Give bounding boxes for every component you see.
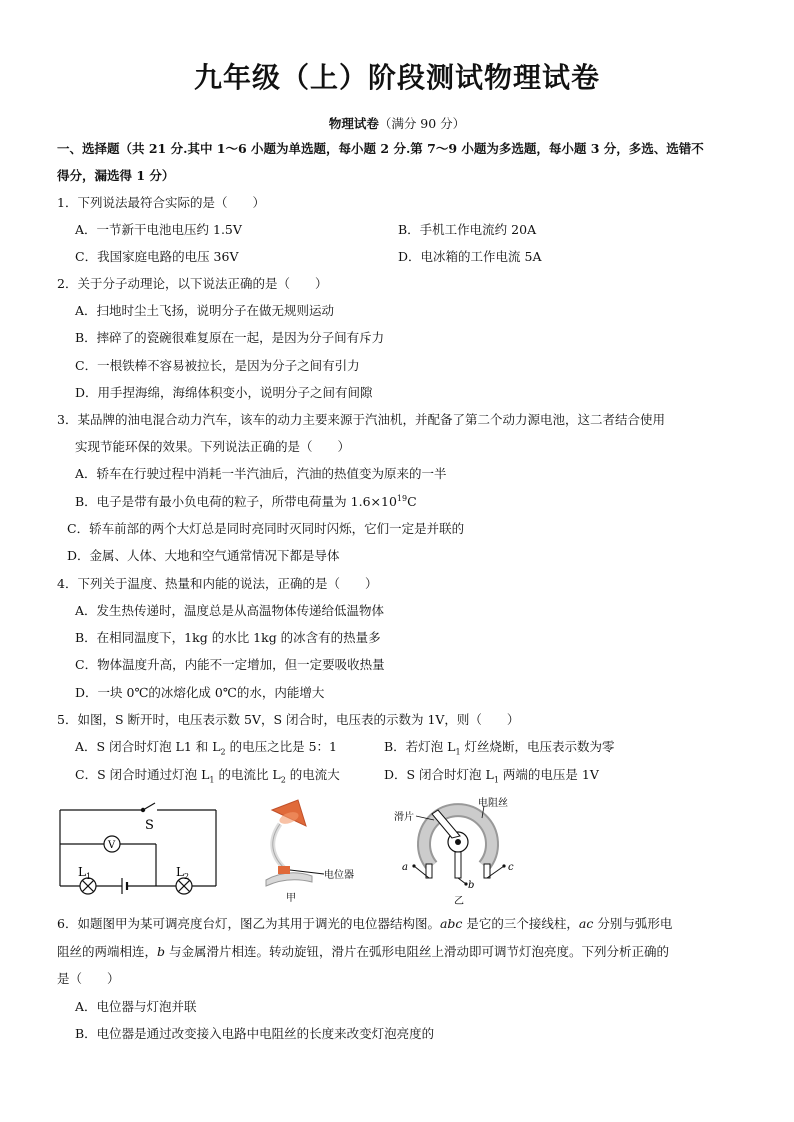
desk-lamp-figure (258, 796, 380, 904)
q5-option-a (75, 738, 337, 756)
q3-option-b-unit: C (407, 494, 417, 509)
q5-option-d-text: D．S 闭合时灯泡 L (384, 767, 494, 782)
q3-stem-line2: 实现节能环保的效果。下列说法正确的是（ ） (75, 439, 351, 454)
q3-option-c: C．轿车前部的两个大灯总是同时亮同时灭同时闪烁，它们一定是并联的 (67, 521, 465, 536)
q5-option-c-text: C．S 闭合时通过灯泡 L (75, 767, 210, 782)
switch-label: S (145, 818, 154, 833)
q1-option-b: B．手机工作电流约 20A (398, 222, 537, 237)
q6-stem-line2 (57, 943, 669, 961)
q5-option-c-rest: 的电流大 (285, 767, 340, 782)
q4-option-a: A．发生热传递时，温度总是从高温物体传递给低温物体 (75, 603, 385, 618)
q5-option-c (75, 766, 340, 784)
circuit-diagram (52, 798, 224, 900)
potentiometer-figure (392, 796, 530, 908)
q6-option-a: A．电位器与灯泡并联 (75, 999, 197, 1014)
q6-stem-ac: ac (578, 916, 594, 931)
q5-option-b-text: B．若灯泡 L (384, 739, 456, 754)
lamp-knob (278, 866, 290, 874)
subtitle-bold: 物理试卷 (328, 116, 379, 131)
q1-option-c: C．我国家庭电路的电压 36V (75, 249, 239, 264)
q3-option-b (75, 493, 417, 511)
q5-option-a-sub: 2 (220, 747, 226, 757)
q3-stem-line1: 3．某品牌的油电混合动力汽车，该车的动力主要来源于汽油机，并配备了第二个动力源电池，这二者结合使用 (57, 412, 665, 427)
q2-option-c: C．一根铁棒不容易被拉长，是因为分子之间有引力 (75, 358, 360, 373)
q5-option-b (384, 738, 615, 756)
q6-stem-line3: 是（ ） (57, 971, 120, 986)
switch-blade (143, 803, 155, 810)
q5-option-b-sub: 1 (455, 747, 461, 757)
q3-option-b-text: B．电子是带有最小负电荷的粒子，所带电荷量为 1.6×10 (75, 494, 397, 509)
potentiometer-pointer-label: 电位器 (324, 870, 354, 881)
q2-stem: 2．关于分子动理论，以下说法正确的是（ ） (57, 276, 328, 291)
lamp-base (266, 873, 312, 886)
q5-stem: 5．如图，S 断开时，电压表示数 5V，S 闭合时，电压表的示数为 1V，则（ ） (57, 712, 520, 727)
q4-option-b: B．在相同温度下，1kg 的水比 1kg 的冰含有的热量多 (75, 630, 381, 645)
q6-stem-abc: abc (439, 916, 463, 931)
q6-stem-line2-rest: 与金属滑片相连。转动旋钮，滑片在弧形电阻丝上滑动即可调节灯泡亮度。下列分析正确的 (165, 944, 670, 959)
q3-option-d: D．金属、人体、大地和空气通常情况下都是导体 (67, 548, 340, 563)
slider-label: 滑片 (394, 812, 414, 823)
q6-stem-line1-mid: 是它的三个接线柱， (462, 916, 579, 931)
q6-stem-line1-rest: 分别与弧形电 (593, 916, 673, 931)
q6-stem-line1 (57, 915, 672, 933)
q3-option-b-exponent: 19 (396, 493, 408, 503)
page-title: 九年级（上）阶段测试物理试卷 (193, 61, 600, 94)
q5-option-a-rest: 的电压之比是 5：1 (225, 739, 337, 754)
section-heading-line1: 一、选择题（共 21 分.其中 1～6 小题为单选题，每小题 2 分.第 7～9 小题为多选题，每小题 3 分，多选、选错不 (57, 141, 704, 156)
q5-option-d (384, 766, 599, 784)
voltmeter-label: V (108, 840, 116, 851)
q6-option-b: B．电位器是通过改变接入电路中电阻丝的长度来改变灯泡亮度的 (75, 1026, 435, 1041)
q2-option-d: D．用手捏海绵，海绵体积变小，说明分子之间有间隙 (75, 385, 373, 400)
q6-stem-line2-text: 阻丝的两端相连， (57, 944, 158, 959)
q6-stem-line1-text: 6．如题图甲为某可调亮度台灯，图乙为其用于调光的电位器结构图。 (57, 916, 440, 931)
page-subtitle (0, 114, 794, 132)
q1-option-a: A．一节新干电池电压约 1.5V (75, 222, 242, 237)
q5-option-c-sub: 1 (209, 775, 215, 785)
q5-option-c-mid: 的电流比 L (214, 767, 281, 782)
l1-label: $L_1$ (78, 865, 92, 881)
terminal-b-label: b (468, 880, 475, 891)
terminal-c-label: c (508, 862, 514, 873)
q1-option-d: D．电冰箱的工作电流 5A (398, 249, 542, 264)
terminal-b-stem (455, 852, 461, 878)
resistance-wire-label: 电阻丝 (478, 798, 508, 809)
figure-yi-caption: 乙 (454, 896, 464, 907)
q2-option-b: B．摔碎了的瓷碗很难复原在一起，是因为分子间有斥力 (75, 330, 385, 345)
q4-option-d: D．一块 0℃的冰熔化成 0℃的水，内能增大 (75, 685, 325, 700)
l2-label: $L_2$ (176, 865, 190, 881)
q4-stem: 4．下列关于温度、热量和内能的说法，正确的是（ ） (57, 576, 378, 591)
q6-stem-b: b (157, 944, 166, 959)
q5-option-b-rest: 灯丝烧断，电压表示数为零 (460, 739, 615, 754)
q1-stem: 1．下列说法最符合实际的是（ ） (57, 195, 265, 210)
q3-option-a: A．轿车在行驶过程中消耗一半汽油后，汽油的热值变为原来的一半 (75, 466, 447, 481)
q4-option-c: C．物体温度升高，内能不一定增加，但一定要吸收热量 (75, 657, 385, 672)
q5-option-a-text: A．S 闭合时灯泡 L1 和 L (75, 739, 221, 754)
q5-option-c-sub2: 2 (280, 775, 286, 785)
terminal-a-label: a (402, 862, 408, 873)
terminal-c-stem (484, 864, 490, 878)
q2-option-a: A．扫地时尘土飞扬，说明分子在做无规则运动 (75, 303, 335, 318)
figure-jia-caption: 甲 (286, 893, 296, 904)
subtitle-rest: （满分 90 分） (378, 116, 466, 131)
q5-option-d-rest: 两端的电压是 1V (498, 767, 599, 782)
section-heading-line2: 得分，漏选得 1 分） (57, 168, 175, 183)
q5-option-d-sub: 1 (493, 775, 499, 785)
